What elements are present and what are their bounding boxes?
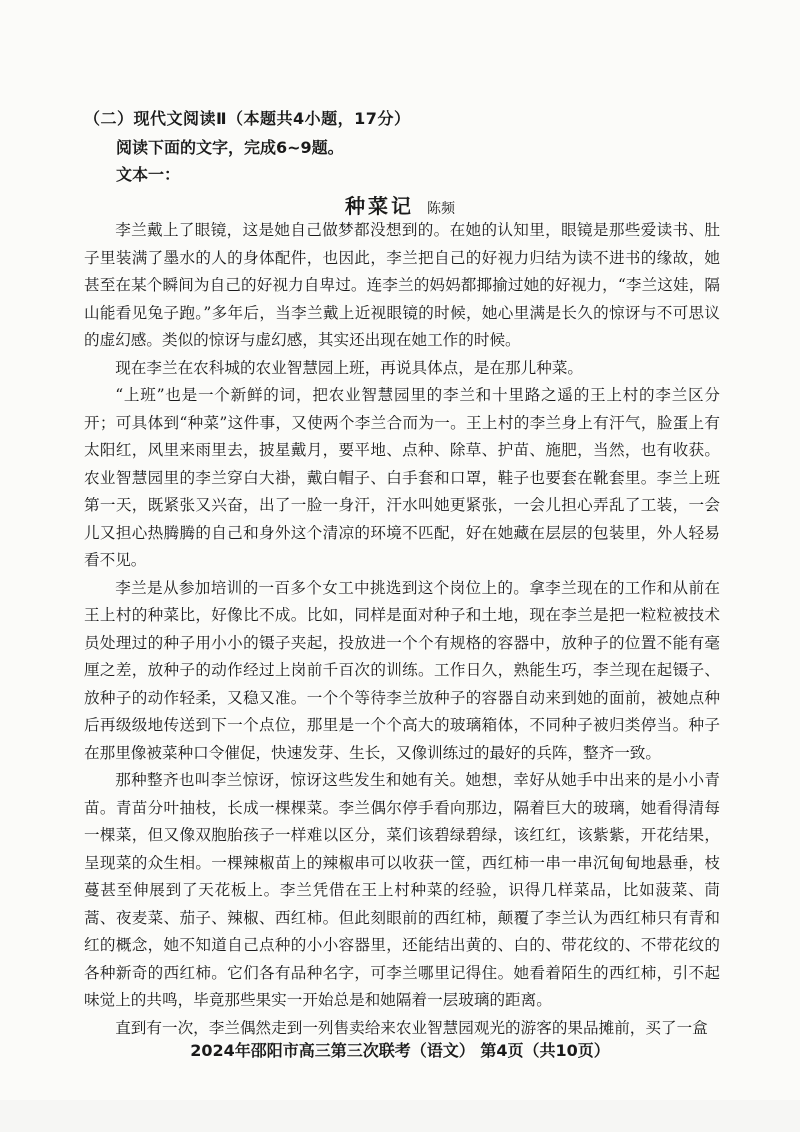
article-body xyxy=(84,217,720,1042)
text-label: 文本一： xyxy=(116,165,181,184)
paragraph-truncated: 直到有一次，李兰偶然走到一列售卖给来农业智慧园观光的游客的果品摊前，买了一盒 xyxy=(115,1018,708,1037)
paragraph: 那种整齐也叫李兰惊讶，惊讶这些发生和她有关。她想，幸好从她手中出来的是小小青苗。青苗分叶抽枝，长成一棵棵菜。李兰偶尔停手看向那边，隔着巨大的玻璃，她看得清每一棵菜，但又像双胞胎孩子一样难以区分，菜们该碧绿碧绿，该红红，该紫紫，开花结果，呈现菜的众生相。一棵辣椒苗上的辣椒串可以收获一筐，西红柿一串一串沉甸甸地悬垂，枝蔓甚至伸展到了天花板上。李兰凭借在王上村种菜的经验，识得几样菜品，比如菠菜、茼蒿、夜麦菜、茄子、辣椒、西红柿。但此刻眼前的西红柿，颠覆了李兰认为西红柿只有青和红的概念，她不知道自己点种的小小容器里，还能结出黄的、白的、带花纹的、不带花纹的各种新奇的西红柿。它们各有品种名字，可李兰哪里记得住。她看着陌生的西红柿，引不起味觉上的共鸣，毕竟那些果实一开始总是和她隔着一层玻璃的距离。 xyxy=(84,771,720,1009)
article-title-text: 种菜记 xyxy=(344,194,414,218)
paragraph: “上班”也是一个新鲜的词，把农业智慧园里的李兰和十里路之遥的王上村的李兰区分开；可具体到“种菜”这件事，又使两个李兰合而为一。王上村的李兰身上有汗气，脸蛋上有太阳红，风里来雨里去，披星戴月，要平地、点种、除草、护苗、施肥，当然，也有收获。农业智慧园里的李兰穿白大褂，戴白帽子、白手套和口罩，鞋子也要套在靴套里。李兰上班第一天，既紧张又兴奋，出了一脸一身汗，汗水叫她更紧张，一会儿担心弄乱了工装，一会儿又担心热腾腾的自己和身外这个清凉的环境不匹配，好在她藏在层层的包装里，外人轻易看不见。 xyxy=(84,386,720,569)
paragraph: 李兰是从参加培训的一百多个女工中挑选到这个岗位上的。拿李兰现在的工作和从前在王上村的种菜比，好像比不成。比如，同样是面对种子和土地，现在李兰是把一粒粒被技术员处理过的种子用小小的镊子夹起，投放进一个个有规格的容器中，放种子的位置不能有毫厘之差，放种子的动作经过上岗前千百次的训练。工作日久，熟能生巧，李兰现在起镊子、放种子的动作轻柔，又稳又准。一个个等待李兰放种子的容器自动来到她的面前，被她点种后再级级地传送到下一个点位，那里是一个个高大的玻璃箱体，不同种子被归类停当。种子在那里像被菜种口令催促，快速发芽、生长，又像训练过的最好的兵阵，整齐一致。 xyxy=(84,578,720,762)
article-author: 陈频 xyxy=(427,201,456,217)
paragraph: 李兰戴上了眼镜，这是她自己做梦都没想到的。在她的认知里，眼镜是那些爱读书、肚子里装满了墨水的人的身体配件，也因此，李兰把自己的好视力归结为读不进书的缘故，她甚至在某个瞬间为自己的好视力自卑过。连李兰的妈妈都揶揄过她的好视力，“李兰这娃，隔山能看见兔子跑。”多年后，当李兰戴上近视眼镜的时候，她心里满是长久的惊讶与不可思议的虚幻感。类似的惊讶与虚幻感，其实还出现在她工作的时候。 xyxy=(84,221,720,349)
paragraph: 现在李兰在农科城的农业智慧园上班，再说具体点，是在那儿种菜。 xyxy=(115,358,584,377)
section-heading: （二）现代文阅读Ⅱ（本题共4小题，17分） xyxy=(84,109,411,128)
reading-instruction: 阅读下面的文字，完成6~9题。 xyxy=(116,138,344,157)
page-footer: 2024年邵阳市高三第三次联考（语文） 第4页（共10页） xyxy=(190,1041,610,1060)
article-title xyxy=(0,190,800,219)
